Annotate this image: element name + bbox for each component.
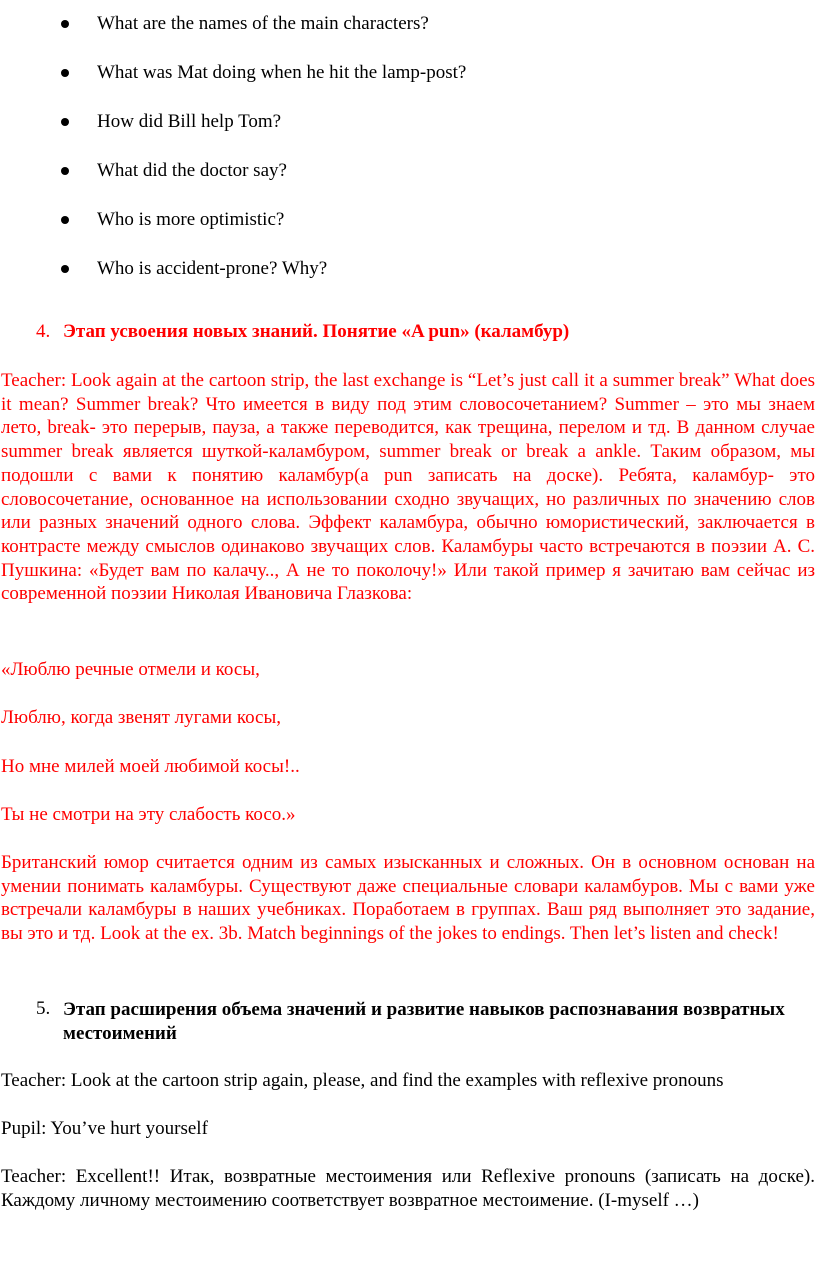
bullet-icon [61,118,69,126]
bullet-icon [61,69,69,77]
question-list [0,8,816,302]
list-item: What was Mat doing when he hit the lamp-post? [0,57,816,106]
poem-line: Ты не смотри на эту слабость косо.» [1,804,296,825]
list-item: What did the doctor say? [0,155,816,204]
section-number: 5. [36,998,51,1019]
poem-line: Но мне милей моей любимой косы!.. [1,756,300,777]
bullet-icon [61,216,69,224]
bullet-icon [61,20,69,28]
section-title: Этап усвоения новых знаний. Понятие «A pun» (каламбур) [63,321,570,342]
section-number: 4. [36,321,51,342]
list-item: What are the names of the main characters? [0,8,816,57]
teacher-paragraph: Teacher: Excellent!! Итак, возвратные местоимения или Reflexive pronouns (записать на доске). Каждому личному местоимению соответствует возвратное местоимение. (I-myself …) [1,1166,815,1211]
teacher-explanation-paragraph: Teacher: Look again at the cartoon strip, the last exchange is “Let’s just call it a summer break” What does it mean? Summer break? Что имеется в виду под этим словосочетанием? Summer – это мы знаем лето, break- это перерыв, пауза, а также переводится, как трещина, перелом и тд. В данном случае summer break является шуткой-каламбуром, summer break or break a ankle. Таким образом, мы подошли с вами к понятию каламбур(а pun записать на доске). Ребята, каламбур- это словосочетание, основанное на использовании сходно звучащих, но различных по значению слов или разных значений одного слова. Эффект каламбура, обычно юмористический, заключается в контрасте между смыслов одинаково звучащих слов. Каламбуры часто встречаются в поэзии А. С. Пушкина: «Будет вам по калачу.., А не то поколочу!» Или такой пример я зачитаю вам сейчас из современной поэзии Николая Ивановича Глазкова: [1,370,815,605]
poem-line: Люблю, когда звенят лугами косы, [1,707,282,728]
poem-line: «Люблю речные отмели и косы, [1,659,260,680]
teacher-line: Teacher: Look at the cartoon strip again, please, and find the examples with reflexive pronouns [1,1070,724,1091]
bullet-icon [61,265,69,273]
pupil-line: Pupil: You’ve hurt yourself [1,1118,208,1139]
section-title: Этап расширения объема значений и развитие навыков распознавания возвратных местоимений [63,999,785,1044]
list-item: Who is accident-prone? Why? [0,253,816,302]
list-item: Who is more optimistic? [0,204,816,253]
list-item: How did Bill help Tom? [0,106,816,155]
bullet-icon [61,167,69,175]
british-humor-paragraph: Британский юмор считается одним из самых изысканных и сложных. Он в основном основан на умении понимать каламбуры. Существуют даже специальные словари каламбуров. Мы с вами уже встречали каламбуры в наших учебниках. Поработаем в группах. Ваш ряд выполняет это задание, вы это и тд. Look at the ex. 3b. Match beginnings of the jokes to endings. Then let’s listen and check! [1,852,815,945]
